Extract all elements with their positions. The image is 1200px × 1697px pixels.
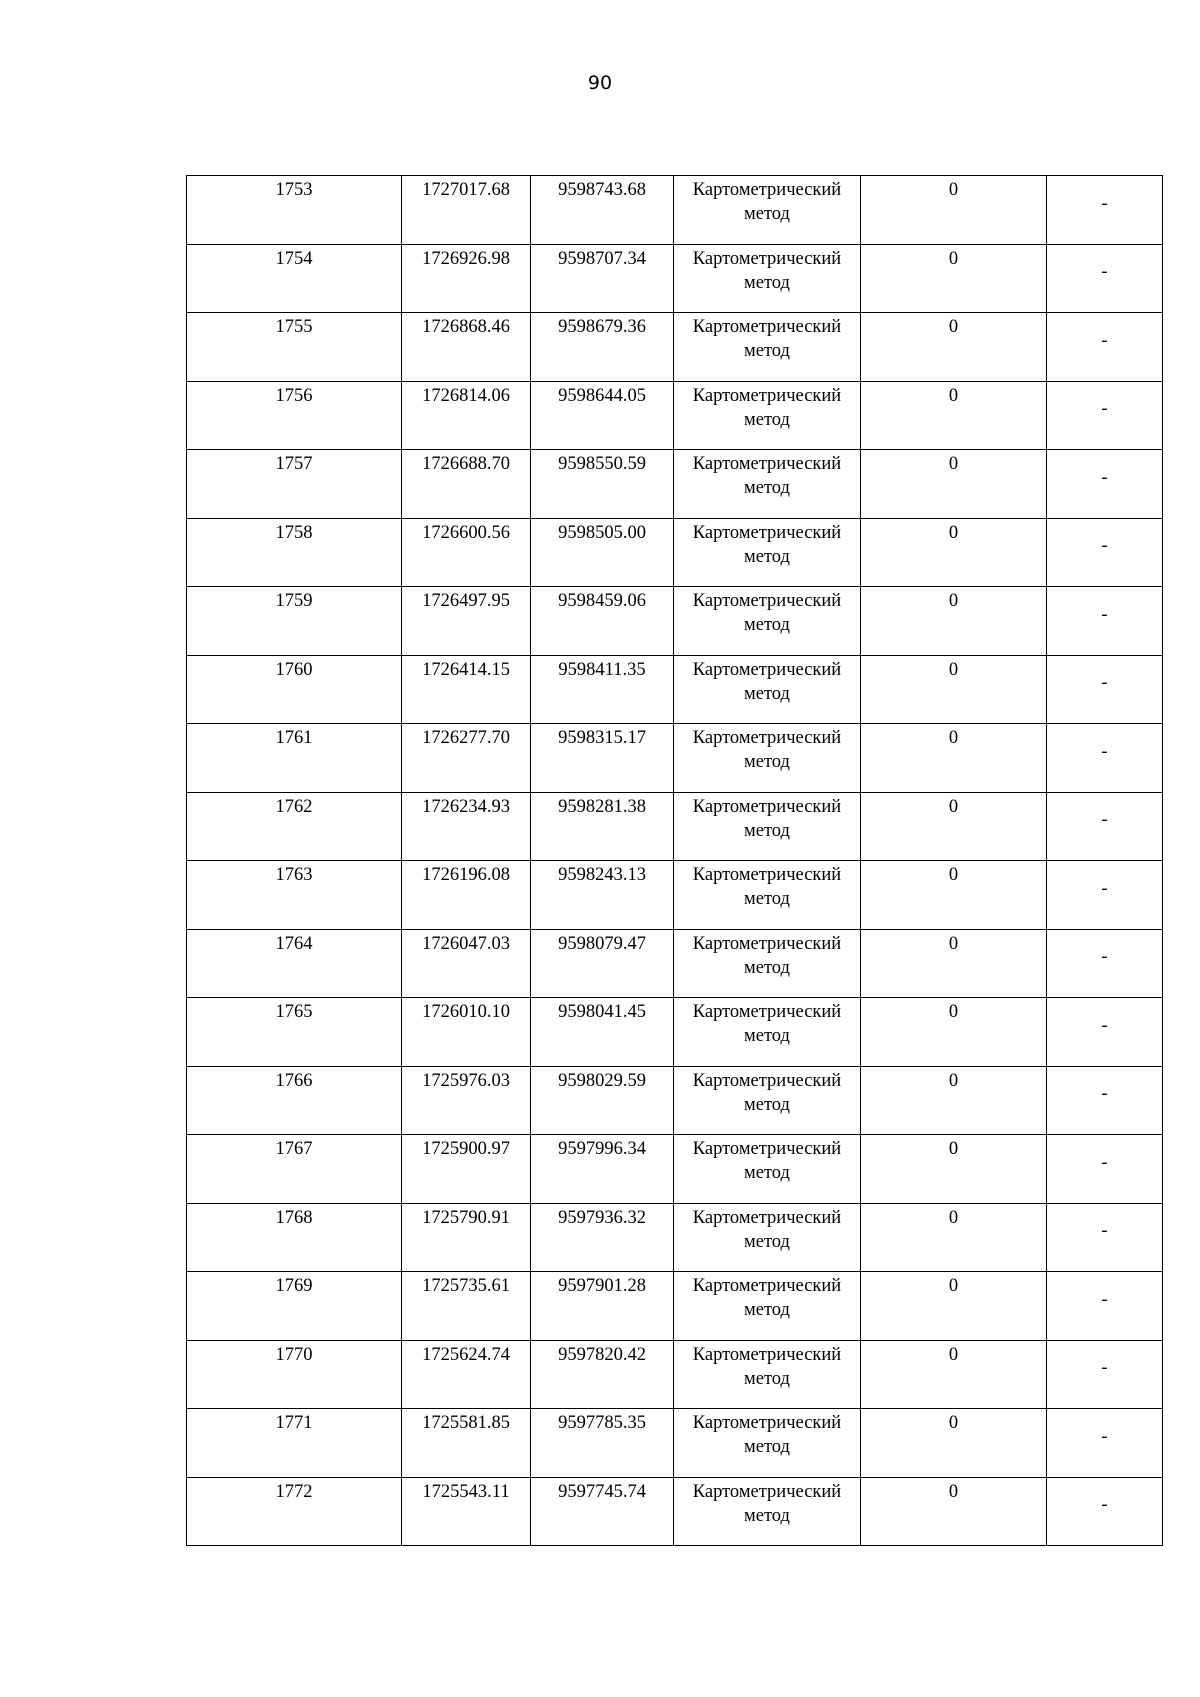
cell-text-n: 1765 <box>275 1002 313 1022</box>
y-coordinate-cell <box>531 1340 674 1409</box>
cell-text-x: 1726497.95 <box>422 591 510 611</box>
point-number-cell <box>187 1203 402 1272</box>
x-coordinate-cell <box>402 1203 531 1272</box>
value-cell <box>861 861 1047 930</box>
cell-text-method: Картометрический метод <box>692 659 842 704</box>
note-cell <box>1047 1203 1163 1272</box>
x-coordinate-cell <box>402 518 531 587</box>
table-row <box>187 1409 1163 1478</box>
cell-text-y: 9597996.34 <box>558 1139 646 1159</box>
table-row <box>187 381 1163 450</box>
cell-text-n: 1767 <box>275 1139 313 1159</box>
cell-text-value: 0 <box>948 1207 959 1228</box>
y-coordinate-cell <box>531 1409 674 1478</box>
cell-text-x: 1725976.03 <box>422 1070 510 1091</box>
y-coordinate-cell <box>531 724 674 793</box>
note-cell <box>1047 176 1163 245</box>
x-coordinate-cell <box>402 1272 531 1341</box>
value-cell <box>861 244 1047 313</box>
cell-text-n: 1756 <box>275 385 313 406</box>
y-coordinate-cell <box>531 1203 674 1272</box>
y-coordinate-cell <box>531 1477 674 1546</box>
method-cell <box>674 176 861 245</box>
point-number-cell <box>187 1066 402 1135</box>
cell-text-y: 9597936.32 <box>558 1207 646 1228</box>
method-cell <box>674 1272 861 1341</box>
method-cell <box>674 655 861 724</box>
cell-text-note: - <box>1101 947 1108 968</box>
cell-text-note: - <box>1101 536 1108 557</box>
value-cell <box>861 655 1047 724</box>
cell-text-note: - <box>1101 1426 1108 1447</box>
cell-text-value: 0 <box>948 933 959 954</box>
point-number-cell <box>187 1340 402 1409</box>
cell-text-note: - <box>1101 604 1108 625</box>
method-cell <box>674 450 861 519</box>
cell-text-method: Картометрический метод <box>692 317 842 361</box>
y-coordinate-cell <box>531 176 674 245</box>
cell-text-note: - <box>1101 810 1108 831</box>
cell-text-method: Картометрический метод <box>692 1139 842 1183</box>
x-coordinate-cell <box>402 1477 531 1546</box>
y-coordinate-cell <box>531 1135 674 1204</box>
y-coordinate-cell <box>531 1272 674 1341</box>
cell-text-method: Картометрический метод <box>692 933 842 978</box>
method-cell <box>674 1340 861 1409</box>
method-cell <box>674 313 861 382</box>
cell-text-note: - <box>1101 262 1108 283</box>
point-number-cell <box>187 1409 402 1478</box>
cell-text-method: Картометрический метод <box>692 454 842 498</box>
cell-text-note: - <box>1101 1221 1108 1242</box>
cell-text-value: 0 <box>948 1344 959 1365</box>
note-cell <box>1047 792 1163 861</box>
method-cell <box>674 1135 861 1204</box>
cell-text-value: 0 <box>948 180 959 200</box>
note-cell <box>1047 929 1163 998</box>
cell-text-value: 0 <box>948 865 959 885</box>
page-number: 90 <box>587 72 613 94</box>
value-cell <box>861 450 1047 519</box>
note-cell <box>1047 450 1163 519</box>
x-coordinate-cell <box>402 587 531 656</box>
cell-text-method: Картометрический метод <box>692 728 842 772</box>
cell-text-y: 9598079.47 <box>558 933 646 954</box>
table-row <box>187 1477 1163 1546</box>
cell-text-value: 0 <box>948 728 959 748</box>
cell-text-value: 0 <box>948 796 959 817</box>
cell-text-note: - <box>1101 1152 1108 1173</box>
value-cell <box>861 1135 1047 1204</box>
value-cell <box>861 1272 1047 1341</box>
x-coordinate-cell <box>402 724 531 793</box>
y-coordinate-cell <box>531 655 674 724</box>
cell-text-y: 9598281.38 <box>558 796 646 817</box>
y-coordinate-cell <box>531 313 674 382</box>
point-number-cell <box>187 244 402 313</box>
value-cell <box>861 1409 1047 1478</box>
note-cell <box>1047 724 1163 793</box>
value-cell <box>861 587 1047 656</box>
cell-text-x: 1725735.61 <box>422 1276 510 1296</box>
note-cell <box>1047 1135 1163 1204</box>
x-coordinate-cell <box>402 861 531 930</box>
point-number-cell <box>187 1272 402 1341</box>
note-cell <box>1047 655 1163 724</box>
method-cell <box>674 724 861 793</box>
note-cell <box>1047 998 1163 1067</box>
cell-text-y: 9598041.45 <box>558 1002 646 1022</box>
cell-text-x: 1726414.15 <box>422 659 510 680</box>
cell-text-value: 0 <box>948 1481 959 1502</box>
cell-text-method: Картометрический метод <box>692 1207 842 1252</box>
cell-text-note: - <box>1101 193 1108 214</box>
value-cell <box>861 998 1047 1067</box>
cell-text-value: 0 <box>948 454 959 474</box>
method-cell <box>674 1203 861 1272</box>
note-cell <box>1047 861 1163 930</box>
point-number-cell <box>187 929 402 998</box>
point-number-cell <box>187 518 402 587</box>
note-cell <box>1047 1409 1163 1478</box>
x-coordinate-cell <box>402 792 531 861</box>
cell-text-n: 1771 <box>275 1413 313 1433</box>
cell-text-y: 9598644.05 <box>558 385 646 406</box>
point-number-cell <box>187 655 402 724</box>
y-coordinate-cell <box>531 861 674 930</box>
table-row <box>187 587 1163 656</box>
y-coordinate-cell <box>531 1066 674 1135</box>
cell-text-value: 0 <box>948 248 959 269</box>
cell-text-n: 1760 <box>275 659 313 680</box>
cell-text-y: 9598315.17 <box>558 728 646 748</box>
note-cell <box>1047 1066 1163 1135</box>
cell-text-note: - <box>1101 467 1108 488</box>
cell-text-note: - <box>1101 330 1108 351</box>
cell-text-value: 0 <box>948 1413 959 1433</box>
cell-text-method: Картометрический метод <box>692 591 842 635</box>
cell-text-value: 0 <box>948 522 959 543</box>
cell-text-x: 1726196.08 <box>422 865 510 885</box>
cell-text-y: 9598550.59 <box>558 454 646 474</box>
note-cell <box>1047 518 1163 587</box>
cell-text-note: - <box>1101 1289 1108 1310</box>
note-cell <box>1047 381 1163 450</box>
note-cell <box>1047 244 1163 313</box>
cell-text-value: 0 <box>948 385 959 406</box>
x-coordinate-cell <box>402 1066 531 1135</box>
value-cell <box>861 313 1047 382</box>
y-coordinate-cell <box>531 929 674 998</box>
cell-text-n: 1772 <box>275 1481 313 1502</box>
cell-text-method: Картометрический метод <box>692 1070 842 1115</box>
coordinates-table <box>186 175 1163 1546</box>
cell-text-n: 1761 <box>275 728 313 748</box>
y-coordinate-cell <box>531 450 674 519</box>
cell-text-n: 1768 <box>275 1207 313 1228</box>
value-cell <box>861 929 1047 998</box>
cell-text-x: 1726010.10 <box>422 1002 510 1022</box>
cell-text-x: 1725543.11 <box>422 1481 510 1502</box>
method-cell <box>674 998 861 1067</box>
x-coordinate-cell <box>402 381 531 450</box>
cell-text-y: 9598411.35 <box>558 659 646 680</box>
method-cell <box>674 244 861 313</box>
note-cell <box>1047 1477 1163 1546</box>
method-cell <box>674 381 861 450</box>
method-cell <box>674 1477 861 1546</box>
x-coordinate-cell <box>402 176 531 245</box>
cell-text-n: 1753 <box>275 180 313 200</box>
y-coordinate-cell <box>531 792 674 861</box>
table-row <box>187 792 1163 861</box>
cell-text-x: 1725790.91 <box>422 1207 510 1228</box>
point-number-cell <box>187 313 402 382</box>
point-number-cell <box>187 176 402 245</box>
cell-text-n: 1766 <box>275 1070 313 1091</box>
point-number-cell <box>187 1135 402 1204</box>
x-coordinate-cell <box>402 655 531 724</box>
point-number-cell <box>187 450 402 519</box>
value-cell <box>861 1203 1047 1272</box>
cell-text-note: - <box>1101 673 1108 694</box>
note-cell <box>1047 1340 1163 1409</box>
point-number-cell <box>187 587 402 656</box>
x-coordinate-cell <box>402 244 531 313</box>
table-row <box>187 724 1163 793</box>
value-cell <box>861 518 1047 587</box>
cell-text-method: Картометрический метод <box>692 796 842 841</box>
value-cell <box>861 1477 1047 1546</box>
cell-text-value: 0 <box>948 659 959 680</box>
table-row <box>187 313 1163 382</box>
cell-text-n: 1757 <box>275 454 313 474</box>
note-cell <box>1047 313 1163 382</box>
table-row <box>187 1203 1163 1272</box>
cell-text-note: - <box>1101 399 1108 420</box>
cell-text-value: 0 <box>948 1139 959 1159</box>
cell-text-y: 9598243.13 <box>558 865 646 885</box>
method-cell <box>674 1066 861 1135</box>
cell-text-x: 1726814.06 <box>422 385 510 406</box>
y-coordinate-cell <box>531 381 674 450</box>
cell-text-method: Картометрический метод <box>692 865 842 909</box>
cell-text-y: 9597901.28 <box>558 1276 646 1296</box>
value-cell <box>861 724 1047 793</box>
table-row <box>187 1135 1163 1204</box>
x-coordinate-cell <box>402 1135 531 1204</box>
x-coordinate-cell <box>402 929 531 998</box>
cell-text-note: - <box>1101 1015 1108 1036</box>
value-cell <box>861 381 1047 450</box>
cell-text-n: 1755 <box>275 317 313 337</box>
cell-text-x: 1726047.03 <box>422 933 510 954</box>
cell-text-y: 9598707.34 <box>558 248 646 269</box>
point-number-cell <box>187 792 402 861</box>
table-row <box>187 1066 1163 1135</box>
cell-text-n: 1754 <box>275 248 313 269</box>
table-row <box>187 1340 1163 1409</box>
cell-text-value: 0 <box>948 317 959 337</box>
value-cell <box>861 792 1047 861</box>
cell-text-n: 1769 <box>275 1276 313 1296</box>
x-coordinate-cell <box>402 313 531 382</box>
point-number-cell <box>187 724 402 793</box>
point-number-cell <box>187 998 402 1067</box>
value-cell <box>861 176 1047 245</box>
point-number-cell <box>187 1477 402 1546</box>
point-number-cell <box>187 861 402 930</box>
cell-text-method: Картометрический метод <box>692 1276 842 1320</box>
table-row <box>187 450 1163 519</box>
y-coordinate-cell <box>531 587 674 656</box>
cell-text-x: 1726277.70 <box>422 728 510 748</box>
cell-text-y: 9598743.68 <box>558 180 646 200</box>
cell-text-method: Картометрический метод <box>692 1481 842 1526</box>
cell-text-value: 0 <box>948 1002 959 1022</box>
cell-text-note: - <box>1101 1084 1108 1105</box>
cell-text-n: 1762 <box>275 796 313 817</box>
cell-text-n: 1763 <box>275 865 313 885</box>
coordinates-table-body <box>187 176 1163 1546</box>
y-coordinate-cell <box>531 518 674 587</box>
note-cell <box>1047 587 1163 656</box>
cell-text-value: 0 <box>948 1070 959 1091</box>
cell-text-y: 9597745.74 <box>558 1481 646 1502</box>
table-row <box>187 244 1163 313</box>
table-row <box>187 861 1163 930</box>
cell-text-y: 9597820.42 <box>558 1344 646 1365</box>
cell-text-n: 1764 <box>275 933 313 954</box>
method-cell <box>674 518 861 587</box>
cell-text-x: 1726868.46 <box>422 317 510 337</box>
cell-text-n: 1759 <box>275 591 313 611</box>
cell-text-note: - <box>1101 878 1108 899</box>
cell-text-method: Картометрический метод <box>692 180 842 224</box>
table-row <box>187 518 1163 587</box>
cell-text-x: 1726234.93 <box>422 796 510 817</box>
y-coordinate-cell <box>531 244 674 313</box>
note-cell <box>1047 1272 1163 1341</box>
table-row <box>187 1272 1163 1341</box>
cell-text-x: 1725581.85 <box>422 1413 510 1433</box>
method-cell <box>674 861 861 930</box>
x-coordinate-cell <box>402 450 531 519</box>
cell-text-y: 9598029.59 <box>558 1070 646 1091</box>
cell-text-x: 1725624.74 <box>422 1344 510 1365</box>
cell-text-y: 9598505.00 <box>558 522 646 543</box>
cell-text-x: 1726688.70 <box>422 454 510 474</box>
x-coordinate-cell <box>402 1340 531 1409</box>
value-cell <box>861 1340 1047 1409</box>
table-row <box>187 655 1163 724</box>
table-row <box>187 998 1163 1067</box>
cell-text-method: Картометрический метод <box>692 1413 842 1457</box>
cell-text-note: - <box>1101 1358 1108 1379</box>
cell-text-method: Картометрический метод <box>692 1002 842 1046</box>
cell-text-y: 9598679.36 <box>558 317 646 337</box>
cell-text-value: 0 <box>948 591 959 611</box>
method-cell <box>674 587 861 656</box>
cell-text-x: 1726926.98 <box>422 248 510 269</box>
value-cell <box>861 1066 1047 1135</box>
cell-text-method: Картометрический метод <box>692 1344 842 1389</box>
cell-text-value: 0 <box>948 1276 959 1296</box>
cell-text-y: 9598459.06 <box>558 591 646 611</box>
cell-text-x: 1726600.56 <box>422 522 510 543</box>
cell-text-x: 1727017.68 <box>422 180 510 200</box>
method-cell <box>674 1409 861 1478</box>
x-coordinate-cell <box>402 998 531 1067</box>
x-coordinate-cell <box>402 1409 531 1478</box>
cell-text-x: 1725900.97 <box>422 1139 510 1159</box>
cell-text-y: 9597785.35 <box>558 1413 646 1433</box>
cell-text-note: - <box>1101 741 1108 762</box>
table-row <box>187 176 1163 245</box>
table-row <box>187 929 1163 998</box>
y-coordinate-cell <box>531 998 674 1067</box>
cell-text-n: 1758 <box>275 522 313 543</box>
cell-text-note: - <box>1101 1495 1108 1516</box>
cell-text-method: Картометрический метод <box>692 248 842 293</box>
point-number-cell <box>187 381 402 450</box>
cell-text-method: Картометрический метод <box>692 385 842 430</box>
cell-text-method: Картометрический метод <box>692 522 842 567</box>
method-cell <box>674 792 861 861</box>
cell-text-n: 1770 <box>275 1344 313 1365</box>
method-cell <box>674 929 861 998</box>
